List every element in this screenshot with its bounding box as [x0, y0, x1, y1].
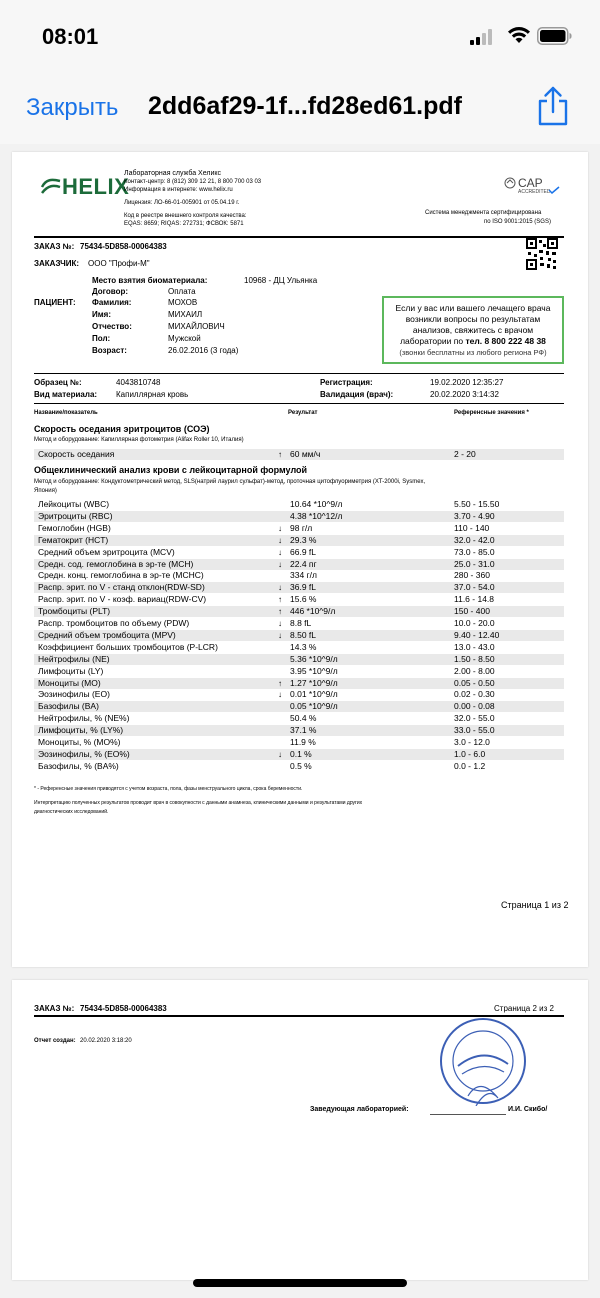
arrow-indicator: ↓: [278, 750, 282, 759]
result-name: Эозинофилы, % (EO%): [38, 749, 130, 759]
notice-line: Если у вас или вашего лечащего врача: [395, 303, 551, 313]
status-bar: [0, 0, 600, 72]
result-name: Средний объем эритроцита (MCV): [38, 547, 175, 557]
wifi-icon: [507, 26, 531, 49]
result-name: Моноциты, % (MO%): [38, 737, 121, 747]
result-ref: 13.0 - 43.0: [454, 642, 495, 652]
result-name: Средн. сод. гемоглобина в эр-те (MCH): [38, 559, 194, 569]
arrow-indicator: ↓: [278, 583, 282, 592]
result-name: Гемоглобин (HGB): [38, 523, 111, 533]
notice-line: [384, 336, 562, 347]
patient-field-label: Возраст:: [92, 346, 127, 355]
footnote-interp-2: диагностических исследований.: [34, 809, 109, 815]
col-header-name: Название/показатель: [34, 410, 98, 416]
patient-field-value: МОХОВ: [168, 298, 198, 307]
share-button[interactable]: [536, 86, 570, 131]
qr-code-icon: [526, 238, 558, 275]
result-name: Распр. эрит. по V - коэф. вариац(RDW-CV): [38, 594, 207, 604]
result-ref: 32.0 - 42.0: [454, 535, 495, 545]
result-value: 36.9 fL: [290, 582, 316, 592]
result-value: 50.4 %: [290, 713, 317, 723]
result-value: 0.5 %: [290, 761, 312, 771]
result-ref: 3.0 - 12.0: [454, 737, 490, 747]
arrow-indicator: ↓: [278, 524, 282, 533]
result-value: 3.95 *10^9/л: [290, 666, 338, 676]
result-value: 4.38 *10^12/л: [290, 511, 343, 521]
patient-field-value: МИХАЙЛОВИЧ: [168, 322, 225, 331]
result-name: Средн. конц. гемоглобина в эр-те (MCHC): [38, 570, 204, 580]
file-title: 2dd6af29-1f...fd28ed61.pdf: [148, 92, 462, 120]
arrow-indicator: ↓: [278, 548, 282, 557]
patient-field-value: Мужской: [168, 334, 201, 343]
patient-field-label: Фамилия:: [92, 298, 132, 307]
signature-line: [430, 1114, 506, 1115]
result-ref: 280 - 360: [454, 570, 490, 580]
validation-label: Валидация (врач):: [320, 390, 394, 399]
order-number: 75434-5D858-00064383: [80, 242, 167, 251]
quality-cert-2: по ISO 9001:2015 (SGS): [484, 219, 551, 225]
pdf-page-2: [12, 980, 588, 1280]
patient-field-label: Имя:: [92, 310, 111, 319]
quality-cert: Система менеджмента сертифицирована: [425, 210, 542, 216]
result-ref: 0.00 - 0.08: [454, 701, 495, 711]
result-name: Коэффициент больших тромбоцитов (P-LCR): [38, 642, 218, 652]
arrow-indicator: ↓: [278, 690, 282, 699]
esr-title: Скорость оседания эритроцитов (СОЭ): [34, 424, 210, 434]
registration-value: 19.02.2020 12:35:27: [430, 378, 504, 387]
sample-label: Образец №:: [34, 378, 82, 387]
share-icon: [536, 86, 570, 126]
arrow-indicator: ↓: [278, 536, 282, 545]
result-value: 66.9 fL: [290, 547, 316, 557]
result-value: 5.36 *10^9/л: [290, 654, 338, 664]
result-name: Эозинофилы (EO): [38, 689, 110, 699]
customer-name: ООО "Профи-М": [88, 259, 150, 268]
result-ref: 0.02 - 0.30: [454, 689, 495, 699]
result-name: Моноциты (MO): [38, 678, 101, 688]
result-ref: 5.50 - 15.50: [454, 499, 500, 509]
notice-free-calls: (звонки бесплатны из любого региона РФ): [399, 348, 547, 357]
esr-method: Метод и оборудование: Капиллярная фотометрия (Alifax Roller 10, Италия): [34, 437, 244, 443]
result-value: 15.6 %: [290, 594, 317, 604]
page-number: Страница 1 из 2: [501, 900, 569, 910]
patient-field-label: Пол:: [92, 334, 111, 343]
result-ref: 150 - 400: [454, 606, 490, 616]
patient-field-label: Место взятия биоматериала:: [92, 276, 208, 285]
result-ref: 11.6 - 14.8: [454, 594, 495, 604]
report-date: 20.02.2020 3:18:20: [80, 1038, 132, 1044]
result-value: 98 г/л: [290, 523, 313, 533]
footnote-interp: Интерпретацию полученных результатов проводит врач в совокупности с данными анамнеза, клиническими данными и результатами других: [34, 800, 363, 806]
patient-divider: [34, 373, 564, 374]
result-ref: 10.0 - 20.0: [454, 618, 495, 628]
result-name: Лейкоциты (WBC): [38, 499, 110, 509]
result-ref: 32.0 - 55.0: [454, 713, 495, 723]
battery-icon: [537, 27, 573, 50]
result-value: 8.50 fL: [290, 630, 316, 640]
result-value: 29.3 %: [290, 535, 317, 545]
result-value: 14.3 %: [290, 642, 317, 652]
patient-field-label: Отчество:: [92, 322, 132, 331]
header-divider: [34, 236, 564, 238]
license-info: Лицензия: ЛО-66-01-005901 от 05.04.19 г.: [124, 200, 240, 206]
col-header-result: Результат: [288, 410, 318, 416]
result-name: Эритроциты (RBC): [38, 511, 113, 521]
arrow-indicator: ↓: [278, 619, 282, 628]
result-value: 11.9 %: [290, 737, 316, 747]
result-ref: 9.40 - 12.40: [454, 630, 500, 640]
result-name: Лимфоциты (LY): [38, 666, 104, 676]
arrow-indicator: ↑: [278, 679, 282, 688]
customer-label: ЗАКАЗЧИК:: [34, 259, 80, 268]
page-number: Страница 2 из 2: [494, 1004, 554, 1013]
result-value: 446 *10^9/л: [290, 606, 336, 616]
validation-value: 20.02.2020 3:14:32: [430, 390, 499, 399]
head-label: Заведующая лабораторией:: [310, 1106, 409, 1113]
registry-codes: EQAS: 8659; RIQAS: 272731; ФСВОК: 5871: [124, 221, 244, 227]
cap-sub: ACCREDITED: [518, 189, 551, 195]
notice-line: анализов, свяжитесь с врачом: [412, 325, 534, 335]
cap-text: CAP: [518, 176, 543, 190]
result-name: Лимфоциты, % (LY%): [38, 725, 124, 735]
result-value: 1.27 *10^9/л: [290, 678, 338, 688]
result-ref: 1.50 - 8.50: [454, 654, 495, 664]
home-indicator: [193, 1279, 407, 1287]
result-ref: 33.0 - 55.0: [454, 725, 495, 735]
lab-name: Лабораторная служба Хеликс: [124, 170, 222, 177]
arrow-indicator: ↓: [278, 560, 282, 569]
checkmark-icon: [548, 186, 560, 194]
order-label: ЗАКАЗ №:: [34, 242, 75, 251]
result-name: Базофилы, % (BA%): [38, 761, 119, 771]
helix-logo: [40, 174, 130, 200]
result-value: 0.01 *10^9/л: [290, 689, 338, 699]
result-value: 0.1 %: [290, 749, 312, 759]
patient-field-value: 26.02.2016 (3 года): [168, 346, 239, 355]
esr-result: 60 мм/ч: [290, 449, 321, 459]
arrow-indicator: ↑: [278, 607, 282, 616]
result-name: Средний объем тромбоцита (MPV): [38, 630, 176, 640]
result-ref: 37.0 - 54.0: [454, 582, 495, 592]
signal-icon: [470, 29, 496, 50]
patient-label: ПАЦИЕНТ:: [34, 298, 76, 307]
nav-bar: [0, 72, 600, 144]
result-name: Нейтрофилы, % (NE%): [38, 713, 130, 723]
result-name: Базофилы (BA): [38, 701, 99, 711]
col-header-ref: Референсные значения *: [454, 410, 529, 416]
result-ref: 0.0 - 1.2: [454, 761, 486, 771]
result-name: Нейтрофилы (NE): [38, 654, 110, 664]
result-value: 37.1 %: [290, 725, 317, 735]
esr-name: Скорость оседания: [38, 449, 115, 459]
patient-field-value: 10968 - ДЦ Ульянка: [244, 276, 318, 285]
result-value: 334 г/л: [290, 570, 317, 580]
registration-label: Регистрация:: [320, 378, 373, 387]
close-button[interactable]: Закрыть: [26, 94, 119, 121]
notice-line: возникли вопросы по результатам: [405, 314, 541, 324]
helix-logo-text: HELIX: [62, 174, 130, 199]
result-ref: 25.0 - 31.0: [454, 559, 495, 569]
cbc-method: Метод и оборудование: Кондуктометрический метод, SLS(натрий лаурил сульфат)-метод, проточная цитофлуориметрия (XT-2000i, Sysmex,: [34, 479, 426, 485]
contact-info: Контакт-центр: 8 (812) 309 12 21, 8 800 700 03 03: [124, 179, 262, 185]
sample-divider: [34, 403, 564, 404]
result-ref: 3.70 - 4.90: [454, 511, 495, 521]
cbc-title: Общеклинический анализ крови с лейкоцитарной формулой: [34, 465, 308, 475]
pdf-page-1: [12, 152, 588, 967]
patient-field-label: Договор:: [92, 287, 129, 296]
head-name: И.И. Скибо/: [508, 1106, 548, 1113]
result-value: 22.4 пг: [290, 559, 317, 569]
arrow-indicator: ↑: [278, 450, 282, 459]
esr-ref: 2 - 20: [454, 449, 476, 459]
result-value: 0.05 *10^9/л: [290, 701, 338, 711]
doctor-notice-box: [382, 296, 564, 364]
patient-field-value: Оплата: [168, 287, 196, 296]
website-info: Информация в интернете: www.helix.ru: [124, 187, 233, 193]
material-value: Капиллярная кровь: [116, 390, 189, 399]
order-number: 75434-5D858-00064383: [80, 1004, 167, 1013]
sample-number: 4043810748: [116, 378, 161, 387]
notice-prefix: лаборатории по: [400, 336, 464, 346]
report-label: Отчет создан:: [34, 1038, 76, 1044]
result-name: Тромбоциты (PLT): [38, 606, 111, 616]
order-label: ЗАКАЗ №:: [34, 1004, 75, 1013]
result-ref: 110 - 140: [454, 523, 490, 533]
result-name: Распр. эрит. по V - станд отклон(RDW-SD): [38, 582, 205, 592]
result-ref: 2.00 - 8.00: [454, 666, 495, 676]
result-value: 10.64 *10^9/л: [290, 499, 343, 509]
clock: 08:01: [42, 24, 99, 49]
cbc-method-2: Япония): [34, 488, 57, 494]
patient-field-value: МИХАИЛ: [168, 310, 203, 319]
helix-logo-icon: [40, 177, 62, 197]
result-ref: 1.0 - 6.0: [454, 749, 486, 759]
registry-label: Код в реестре внешнего контроля качества:: [124, 213, 247, 219]
result-value: 8.8 fL: [290, 618, 312, 628]
arrow-indicator: ↑: [278, 595, 282, 604]
cap-icon: [504, 177, 516, 189]
result-name: Гематокрит (HCT): [38, 535, 109, 545]
arrow-indicator: ↓: [278, 631, 282, 640]
result-ref: 73.0 - 85.0: [454, 547, 495, 557]
material-label: Вид материала:: [34, 390, 98, 399]
footnote-ref: * - Референсные значения приводятся с учетом возраста, пола, фазы менструального цикла, срока беременности.: [34, 786, 303, 792]
lab-stamp-icon: [438, 1016, 528, 1106]
result-name: Распр. тромбоцитов по объему (PDW): [38, 618, 190, 628]
notice-phone: тел. 8 800 222 48 38: [465, 336, 546, 346]
result-ref: 0.05 - 0.50: [454, 678, 495, 688]
